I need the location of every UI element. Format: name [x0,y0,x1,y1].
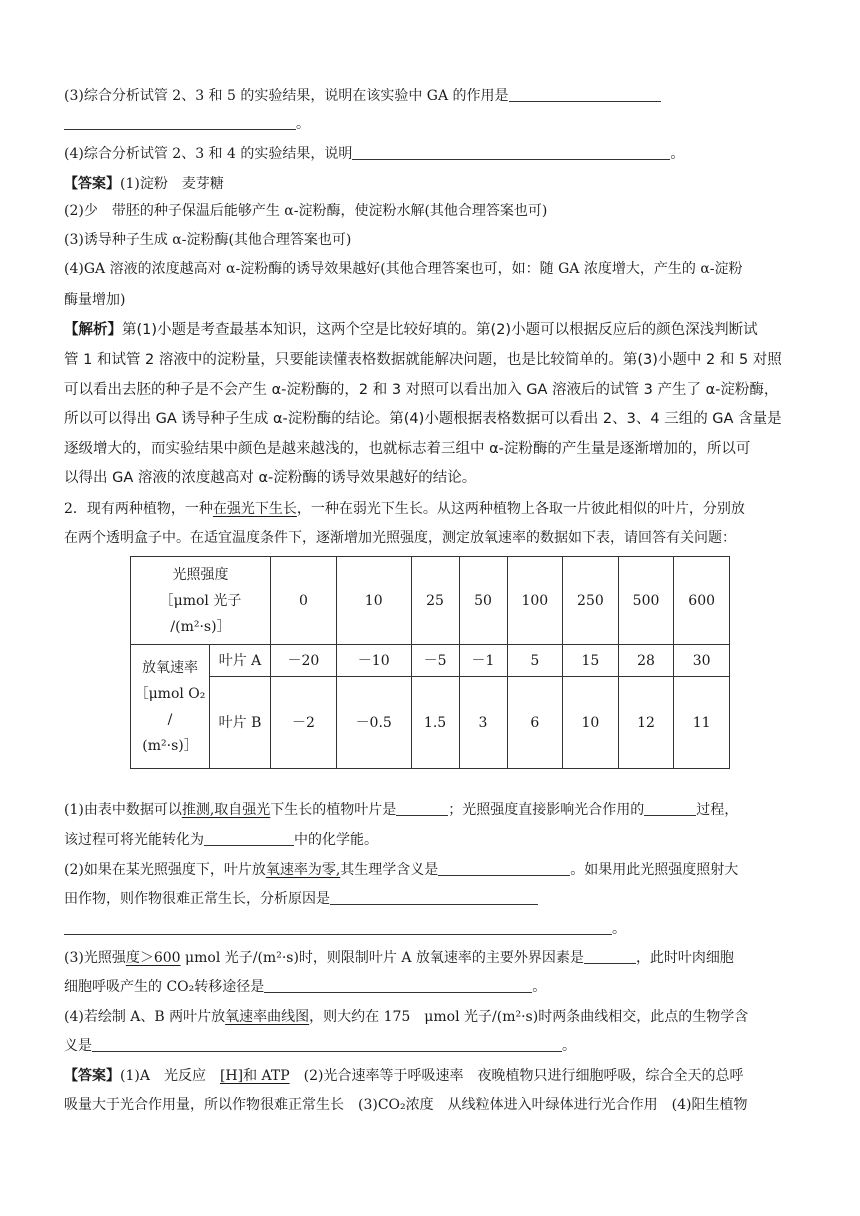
analysis-tag: 【解析】 [64,322,122,338]
table-cell: 15 [563,645,619,677]
q2-sub1-text: (1)由表中数据可以 [64,802,182,818]
answer-blank[interactable] [64,920,612,935]
table-cell: 11 [674,677,730,769]
table-cell: －10 [336,645,411,677]
answer-blank[interactable] [584,949,636,964]
punct: 。 [612,921,626,937]
table-cell: 5 [507,645,563,677]
answer-text: (1)A 光反应 [120,1068,220,1084]
table-cell: 1.5 [411,677,459,769]
table-cell: 100 [507,557,563,645]
q1-analysis-line2: 管 1 和试管 2 溶液中的淀粉量，只要能读懂表格数据就能解决问题，也是比较简单的。第(3)小题中 2 和 5 对照 [64,352,782,368]
q1-answer-line4: (4)GA 溶液的浓度越高对 α-淀粉酶的诱导效果越好(其他合理答案也可，如：随 GA 浓度增大，产生的 α-淀粉 [64,261,743,277]
q2-sub1-text: 过程， [696,802,739,818]
header-line: ［μmol 光子 [159,592,242,609]
answer-blank[interactable] [396,801,448,816]
answer-blank[interactable] [438,861,570,876]
punct: 。 [296,116,310,132]
q1-sub4-text: (4)综合分析试管 2、3 和 4 的实验结果，说明 [64,146,353,162]
q2-sub4-underlined: 氧速率曲线图 [225,1009,310,1025]
header-line: 光照强度 [172,566,229,583]
q2-sub2-text: 田作物，则作物很难正常生长，分析原因是 [64,891,330,907]
q1-analysis-line4: 所以可以得出 GA 诱导种子生成 α-淀粉酶的结论。第(4)小题根据表格数据可以看出 2、3、4 三组的 GA 含量是 [64,411,782,427]
q2-intro-text: 2．现有两种植物，一种 [64,501,213,517]
table-cell: 3 [459,677,507,769]
table-cell: 50 [459,557,507,645]
table-cell: －2 [271,677,337,769]
q2-sub3-text: ，此时叶肉细胞 [635,950,734,966]
q1-sub3-text: (3)综合分析试管 2、3 和 5 的实验结果，说明在该实验中 GA 的作用是 [64,88,509,104]
q2-sub2-line2 [64,889,796,909]
answer-blank[interactable] [264,978,532,993]
q2-sub3-text: (3)光照强 [64,950,126,966]
q2-sub2-line1 [64,860,796,880]
answer-blank[interactable] [330,890,538,905]
q2-sub4-text: 义是 [64,1038,92,1054]
q2-sub4-text: ，则大约在 175 μmol 光子/(m²·s)时两条曲线相交，此点的生物学含 [309,1009,749,1025]
q2-sub2-underlined: 氧速率为零, [265,862,341,878]
q2-sub3-line2 [64,977,796,997]
q1-analysis-line1 [64,320,796,340]
q1-sub3 [64,86,796,106]
q1-sub3-cont [64,114,796,134]
q1-sub4 [64,144,796,164]
q1-analysis-line3: 可以看出去胚的种子是不会产生 α-淀粉酶的，2 和 3 对照可以看出加入 GA 溶液后的试管 3 产生了 α-淀粉酶， [64,382,779,398]
group-line: ［μmol O₂ [134,685,206,702]
table-cell: －20 [271,645,337,677]
table-cell: －5 [411,645,459,677]
q2-sub1-text: 中的化学能。 [294,832,378,848]
table-header-cell [131,557,271,645]
answer-blank[interactable] [92,1037,562,1052]
table-cell: 30 [674,645,730,677]
table-cell: 250 [563,557,619,645]
q2-sub1-underlined: 推测,取自强光 [181,802,271,818]
q2-sub4-text: (4)若绘制 A、B 两叶片放 [64,1009,226,1025]
answer-text: (2)光合速率等于呼吸速率 夜晚植物只进行细胞呼吸，综合全天的总呼 [289,1068,744,1084]
q2-sub1-line1 [64,800,796,820]
q1-answer-line3: (3)诱导种子生成 α-淀粉酶(其他合理答案也可) [64,232,352,248]
table-row [131,645,730,677]
q2-intro-text: ，一种在弱光下生长。从这两种植物上各取一片彼此相似的叶片，分别放 [296,501,745,517]
q2-sub2-text: 。如果用此光照强度照射大 [570,862,739,878]
q2-sub4-line1 [64,1007,796,1027]
q2-answer-line2: 吸量大于光合作用量，所以作物很难正常生长 (3)CO₂浓度 从线粒体进入叶绿体进行光合作用 (4)阳生植物 [64,1097,748,1113]
group-line: (m²·s)］ [142,737,198,754]
table-cell: 25 [411,557,459,645]
table-cell: 0 [271,557,337,645]
q2-intro-line1 [64,499,796,519]
punct: 。 [562,1038,576,1054]
data-table [130,556,730,769]
q2-sub2-text: (2)如果在某光照强度下，叶片放 [64,862,266,878]
table-cell: －0.5 [336,677,411,769]
q1-answer-line5: 酶量增加) [64,292,126,308]
q2-answer-line1 [64,1066,796,1086]
table-row [131,677,730,769]
table-cell: 6 [507,677,563,769]
q2-sub1-text: 下生长的植物叶片是 [270,802,397,818]
table-cell: 12 [618,677,674,769]
answer-tag: 【答案】 [64,176,120,192]
answer-blank[interactable] [352,145,670,160]
answer-underlined: [H]和 ATP [219,1068,290,1084]
punct: 。 [532,979,547,995]
q2-sub3-text: 细胞呼吸产生的 CO₂转移途径是 [64,979,265,995]
table-cell: 500 [618,557,674,645]
group-line: / [167,711,173,728]
q2-sub2-line3 [64,919,796,939]
answer-blank[interactable] [644,801,696,816]
answer-blank[interactable] [64,115,296,130]
analysis-text: 第(1)小题是考查最基本知识，这两个空是比较好填的。第(2)小题可以根据反应后的颜色深浅判断试 [122,322,758,338]
q1-answer-line2: (2)少 带胚的种子保温后能够产生 α-淀粉酶，使淀粉水解(其他合理答案也可) [64,203,548,219]
q2-sub3-text: μmol 光子/(m²·s)时，则限制叶片 A 放氧速率的主要外界因素是 [180,950,584,966]
q2-sub3-line1 [64,948,796,968]
q2-intro-underlined: 在强光下生长 [212,501,297,517]
answer-text: (1)淀粉 麦芽糖 [120,176,224,192]
table-row [131,557,730,645]
q1-analysis-line5: 逐级增大的，而实验结果中颜色是越来越浅的，也就标志着三组中 α-淀粉酶的产生量是逐渐增加的，所以可 [64,441,751,457]
q2-sub3-underlined: 度＞600 [125,950,181,966]
table-cell: －1 [459,645,507,677]
table-row-label: 叶片 A [210,645,271,677]
q2-sub1-text: 该过程可将光能转化为 [64,832,204,848]
q2-sub1-text: ；光照强度直接影响光合作用的 [448,802,645,818]
table-cell: 10 [336,557,411,645]
q2-sub2-text: 其生理学含义是 [340,862,439,878]
table-cell: 600 [674,557,730,645]
answer-blank[interactable] [509,87,661,102]
table-group-cell [131,645,210,769]
q2-sub1-line2 [64,830,796,850]
answer-blank[interactable] [204,831,294,846]
table-cell: 28 [618,645,674,677]
answer-tag: 【答案】 [64,1068,120,1084]
q2-sub4-line2 [64,1036,796,1056]
punct: 。 [670,146,685,162]
header-line: /(m²·s)］ [170,618,231,635]
q2-intro-line2: 在两个透明盒子中。在适宜温度条件下，逐渐增加光照强度，测定放氧速率的数据如下表，请回答有关问题： [64,530,736,546]
q1-analysis-line6: 以得出 GA 溶液的浓度越高对 α-淀粉酶的诱导效果越好的结论。 [64,470,477,486]
table-row-label: 叶片 B [210,677,271,769]
table-cell: 10 [563,677,619,769]
q1-answer-line1 [64,174,796,194]
group-line: 放氧速率 [142,659,198,676]
